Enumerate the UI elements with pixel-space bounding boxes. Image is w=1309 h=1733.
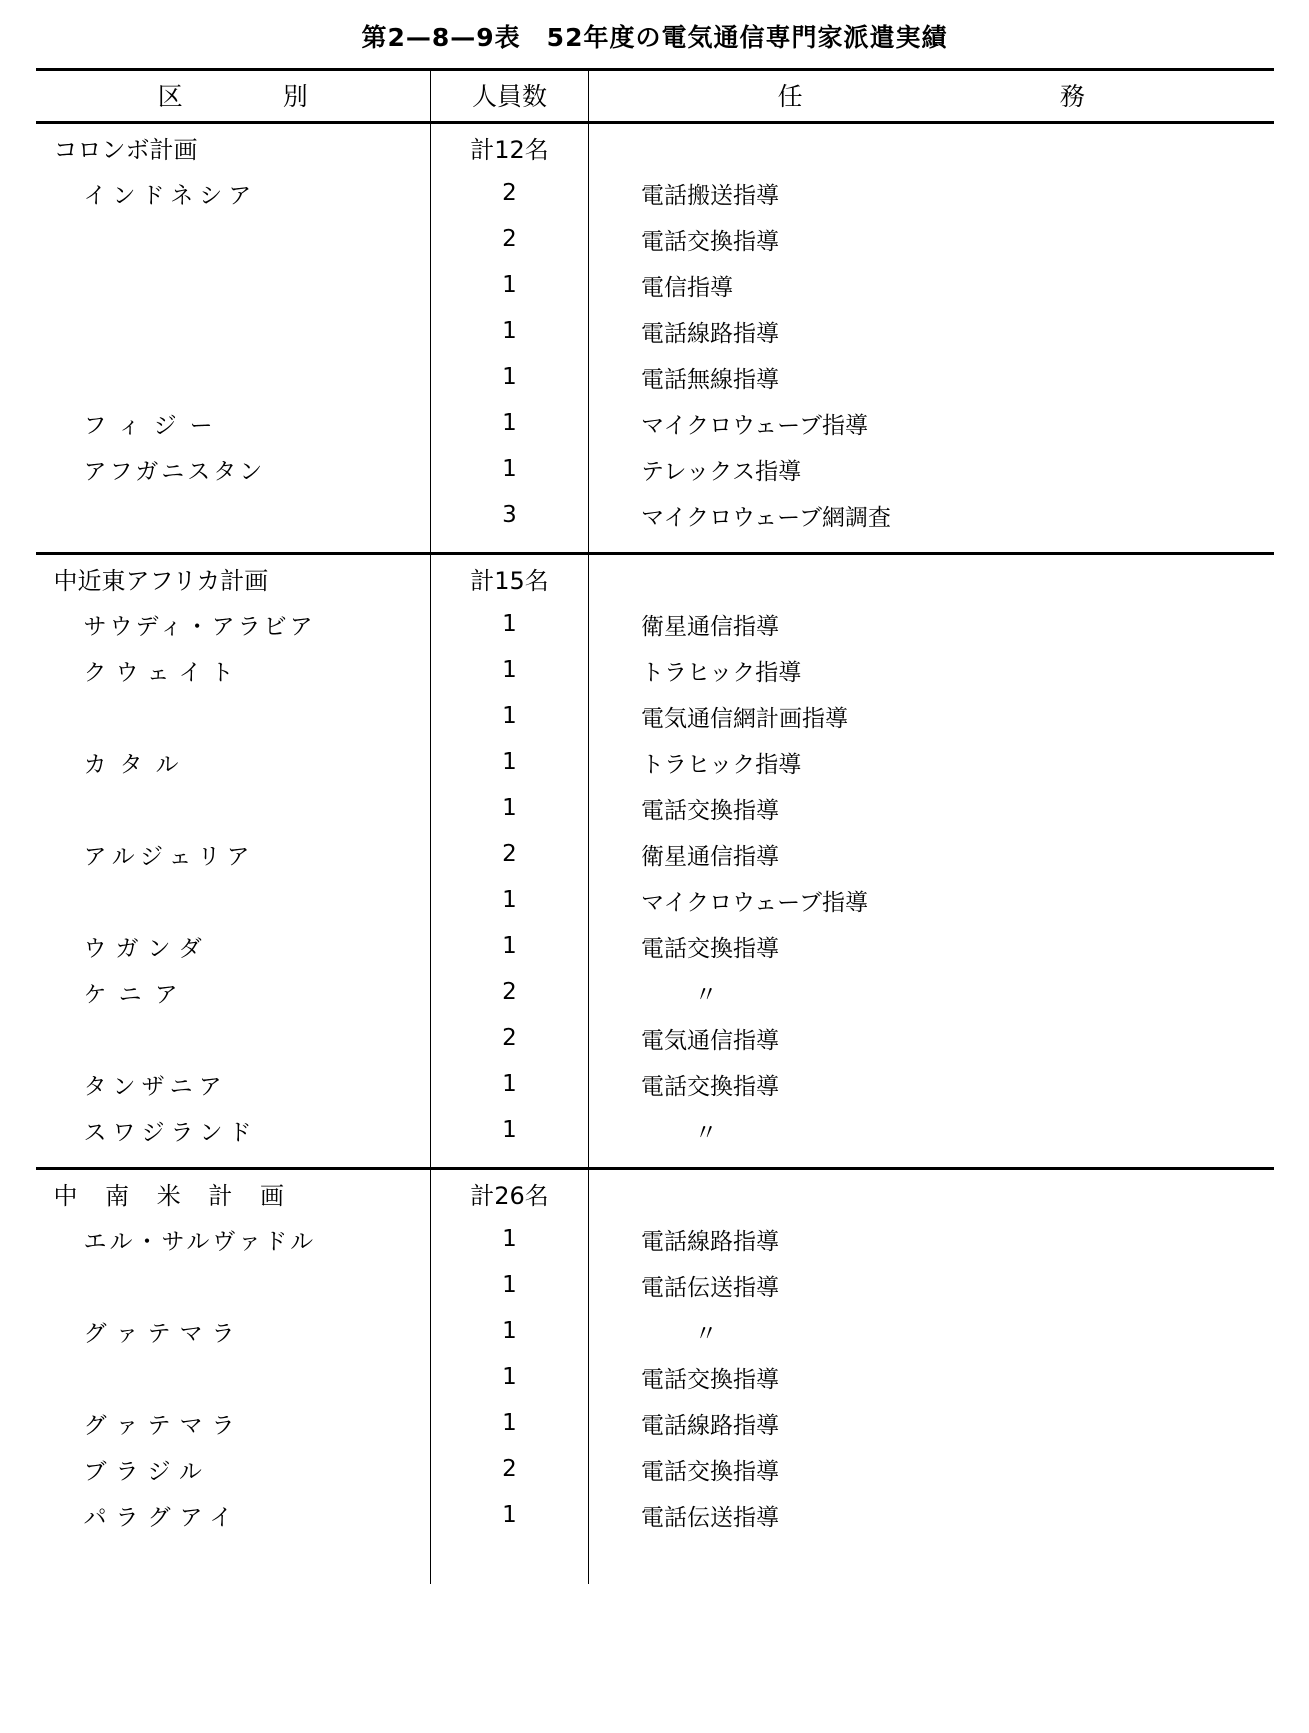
task-text: マイクロウェーブ指導 [589, 400, 1274, 446]
person-count: 1 [431, 308, 589, 354]
table-row [36, 170, 1274, 216]
table-row [36, 1446, 1274, 1492]
country-name [36, 308, 431, 354]
person-count: 1 [431, 785, 589, 831]
table-row [36, 969, 1274, 1015]
country-name: フィジー [83, 412, 226, 439]
person-count: 2 [431, 170, 589, 216]
column-header-region [36, 70, 431, 123]
task-text: マイクロウェーブ網調査 [589, 492, 1274, 538]
task-text: 〃 [589, 969, 1274, 1015]
task-text: 電話交換指導 [589, 1354, 1274, 1400]
person-count: 1 [431, 647, 589, 693]
table-header [36, 70, 1274, 123]
task-text: 電話交換指導 [589, 785, 1274, 831]
person-count: 1 [431, 1262, 589, 1308]
person-count: 2 [431, 831, 589, 877]
table-row [36, 492, 1274, 538]
person-count: 1 [431, 693, 589, 739]
table-row [36, 1492, 1274, 1538]
country-name: グァテマラ [83, 1412, 244, 1439]
country-name: アフガニスタン [83, 458, 266, 485]
person-count: 1 [431, 1492, 589, 1538]
column-header-count: 人員数 [431, 70, 589, 123]
person-count: 1 [431, 400, 589, 446]
table-row-tail [36, 1538, 1274, 1584]
task-text: 電話交換指導 [589, 923, 1274, 969]
country-name [36, 877, 431, 923]
person-count: 1 [431, 354, 589, 400]
table-row [36, 554, 1274, 602]
table-row [36, 923, 1274, 969]
person-count: 1 [431, 1216, 589, 1262]
task-text: 電気通信指導 [589, 1015, 1274, 1061]
region-name: 中 南 米 計 画 [53, 1181, 295, 1210]
country-name: ウガンダ [83, 935, 211, 962]
table-body [36, 123, 1274, 1585]
task-text: 電話線路指導 [589, 308, 1274, 354]
country-name [36, 693, 431, 739]
task-text: 電信指導 [589, 262, 1274, 308]
task-text: 電話伝送指導 [589, 1262, 1274, 1308]
table-row [36, 1308, 1274, 1354]
column-header-task-left: 任 [777, 82, 803, 111]
country-name: アルジェリア [83, 843, 256, 870]
table-row [36, 354, 1274, 400]
person-count: 1 [431, 446, 589, 492]
country-name [36, 492, 431, 538]
page-title: 第2—8—9表 52年度の電気通信専門家派遣実績 [361, 23, 948, 52]
region-total: 計15名 [431, 554, 589, 602]
person-count: 1 [431, 1400, 589, 1446]
person-count: 1 [431, 739, 589, 785]
country-name: パラグアイ [83, 1504, 242, 1531]
table-row [36, 446, 1274, 492]
task-text: 電話伝送指導 [589, 1492, 1274, 1538]
task-text: 電話交換指導 [589, 1061, 1274, 1107]
table-row [36, 262, 1274, 308]
table-row [36, 1354, 1274, 1400]
task-text: テレックス指導 [589, 446, 1274, 492]
table-row [36, 400, 1274, 446]
task-text: 電話交換指導 [589, 1446, 1274, 1492]
table-row [36, 308, 1274, 354]
person-count: 1 [431, 923, 589, 969]
person-count: 1 [431, 877, 589, 923]
region-total: 計12名 [431, 123, 589, 171]
person-count: 1 [431, 262, 589, 308]
country-name: サウディ・アラビア [83, 613, 316, 640]
table-row [36, 216, 1274, 262]
person-count: 1 [431, 1354, 589, 1400]
task-text: 〃 [589, 1107, 1274, 1153]
region-total: 計26名 [431, 1169, 589, 1217]
task-text: 〃 [589, 1308, 1274, 1354]
table-row [36, 1061, 1274, 1107]
table-row [36, 1107, 1274, 1153]
task-text: トラヒック指導 [589, 739, 1274, 785]
table-row [36, 877, 1274, 923]
country-name: カタル [83, 751, 192, 778]
country-name [36, 354, 431, 400]
person-count: 2 [431, 1446, 589, 1492]
task-text [589, 1169, 1274, 1217]
table-row [36, 1262, 1274, 1308]
country-name: エル・サルヴァドル [83, 1228, 317, 1255]
person-count: 1 [431, 1107, 589, 1153]
country-name: グァテマラ [83, 1320, 244, 1347]
task-text: 電話無線指導 [589, 354, 1274, 400]
person-count: 2 [431, 216, 589, 262]
section-spacer [36, 1153, 1274, 1169]
table-row [36, 123, 1274, 171]
dispatch-results-table [36, 68, 1274, 1584]
table-row [36, 693, 1274, 739]
task-text [589, 554, 1274, 602]
country-name [36, 1015, 431, 1061]
country-name: スワジランド [83, 1119, 258, 1146]
person-count: 3 [431, 492, 589, 538]
country-name [36, 785, 431, 831]
task-text: 電話線路指導 [589, 1216, 1274, 1262]
table-row [36, 785, 1274, 831]
section-spacer [36, 538, 1274, 554]
task-text: 衛星通信指導 [589, 601, 1274, 647]
task-text: 電話線路指導 [589, 1400, 1274, 1446]
country-name [36, 262, 431, 308]
table-row [36, 1216, 1274, 1262]
table-row [36, 831, 1274, 877]
task-text: 電気通信網計画指導 [589, 693, 1274, 739]
table-row [36, 647, 1274, 693]
column-header-task [589, 70, 1274, 123]
person-count: 1 [431, 601, 589, 647]
table-row [36, 1015, 1274, 1061]
country-name: インドネシア [83, 182, 258, 209]
country-name [36, 1354, 431, 1400]
task-text [589, 123, 1274, 171]
person-count: 2 [431, 969, 589, 1015]
task-text: 衛星通信指導 [589, 831, 1274, 877]
country-name [36, 1262, 431, 1308]
region-name: コロンボ計画 [53, 135, 198, 164]
region-name: 中近東アフリカ計画 [53, 566, 269, 595]
person-count: 2 [431, 1015, 589, 1061]
person-count: 1 [431, 1308, 589, 1354]
column-header-region-text: 区 別 [157, 82, 308, 111]
country-name: クウェイト [83, 659, 243, 686]
country-name: ケニア [83, 981, 191, 1008]
task-text: 電話搬送指導 [589, 170, 1274, 216]
country-name [36, 216, 431, 262]
column-header-task-right: 務 [1059, 82, 1085, 111]
person-count: 1 [431, 1061, 589, 1107]
country-name: ブラジル [83, 1458, 211, 1485]
task-text: トラヒック指導 [589, 647, 1274, 693]
task-text: マイクロウェーブ指導 [589, 877, 1274, 923]
table-row [36, 1169, 1274, 1217]
task-text: 電話交換指導 [589, 216, 1274, 262]
country-name: タンザニア [83, 1073, 228, 1100]
table-row [36, 1400, 1274, 1446]
table-row [36, 601, 1274, 647]
table-row [36, 739, 1274, 785]
